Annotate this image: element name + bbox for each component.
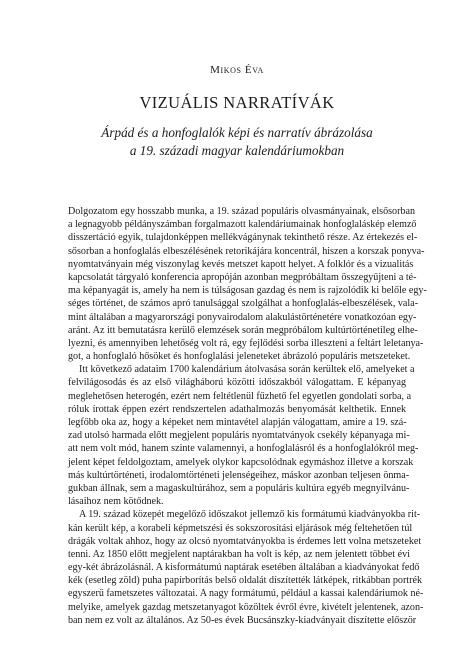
text-line: melyike, amelyek gazdag metszetanyagot közöltek évről évre, kivételt jelentenek, azon- [68, 601, 424, 613]
paragraph [68, 205, 427, 363]
article-title: VIZUÁLIS NARRATÍVÁK [139, 93, 335, 112]
subtitle-line: a 19. századi magyar kalendáriumokban [129, 143, 345, 158]
text-line: lyezni, és amennyiben lehetőség volt rá, egy fejlődési sorba illeszteni a feltárt leletanya- [68, 337, 424, 349]
text-line: egy-két ábrázolásnál. A kisformátumú naptárak esetében általában a kiadványokat fedő [68, 562, 420, 574]
text-line: kék (esetleg zöld) puha papírborítás belső oldalát díszítették látképek, ritkábban portrék [68, 575, 423, 587]
text-line: aránt. Az itt bemutatásra kerülő elemzések során megpróbálom kultúrtörténetileg elhe- [68, 324, 418, 336]
article-subtitle [0, 124, 474, 160]
text-line: nyomtatványain még viszonylag kevés metszet kapott helyet. A folklór és a vizualitás [68, 258, 414, 270]
paragraph [68, 508, 424, 627]
text-line: A 19. század közepét megelőző időszakot jellemző kis formátumú kiadványokba rit- [79, 509, 421, 521]
text-line: jelent képet feldolgoztam, amelyek olykor kapcsolódnak egymáshoz illetve a korszak [68, 456, 414, 468]
text-line: drágák voltak ahhoz, hogy az olcsó nyomtatványokba is érdemes lett volna metszeteket [68, 535, 422, 547]
paragraph [68, 363, 419, 508]
text-line: ban nem ez volt az általános. Az 50-es évek Bucsánszky-kiadványait díszítette először [68, 614, 417, 626]
text-line: a legnagyobb példányszámban forgalmazott kalendáriumainak honfoglaláskép elemző [68, 219, 417, 231]
text-line: felvilágosodás és az első világháború közötti időszakból válogattam. E képanyag [68, 377, 406, 389]
text-line: ma képanyagát is, amely ha nem is túlságosan gazdag és nem is rajzolódik ki belőle egy- [68, 285, 427, 297]
author-name: Mikos Éva [210, 64, 264, 76]
text-line: Itt következő adataim 1700 kalendárium átolvasása során kerültek elő, amelyeket a [79, 364, 415, 376]
text-line: got, a honfoglaló hősöket és honfoglalási jeleneteket ábrázoló populáris metszeteket. [68, 351, 411, 363]
text-line: kapcsolatát tárgyaló konferencia apropóján azonban megpróbáltam összegyűjteni a té- [68, 271, 417, 283]
text-line: gukban állnak, sem a magaskultúrához, sem a populáris kultúra egyéb megnyilvánu- [68, 482, 410, 494]
text-line: kán került kép, a korabeli képmetszési és sokszorosítási eljárások még feltehetően túl [68, 522, 413, 534]
text-line: egyszerű fametszetes változatai. A nagy formátumú, például a kassai kalendáriumok né- [68, 588, 424, 600]
text-line: disszertáció egyik, tulajdonképpen mellékvágánynak tekinthető része. Az értekezés el- [68, 232, 418, 244]
text-line: legfőbb oka az, hogy a képeket nem mintavétel alapján válogattam, amire a 19. szá- [68, 417, 407, 428]
body-text [68, 205, 427, 627]
text-line: meglehetősen heterogén, ezért nem feltétlenül fűzhető fel egyetlen gondolati sorba, a [68, 390, 412, 402]
text-line: zad utolsó harmada előtt megjelent populáris nyomtatványok csekély képanyaga mi- [68, 430, 410, 442]
text-line: Dolgozatom egy hosszabb munka, a 19. század populáris olvasmányainak, elsősorban [68, 206, 416, 217]
text-line: sősorban a honfoglalás elbeszélésének retorikájára koncentrál, hiszen a korszak ponyva- [68, 245, 425, 257]
text-line: róluk írottak éppen ezért rendszertelen adathalmozás benyomását kelthetik. Ennek [68, 403, 406, 415]
text-line: más kultúrtörténeti, irodalomtörténeti jelenségeihez, máskor azonban teljesen önma- [68, 469, 410, 481]
text-line: mint általában a magyarországi ponyvairodalom alakulástörténetére vonatkozóan egy- [68, 311, 417, 323]
text-line: lásaihoz nem kötődnek. [68, 496, 164, 508]
text-line: séges történet, de számos apró tanulsággal szolgálhat a honfoglalás-elbeszélések, vala- [68, 298, 419, 310]
subtitle-line: Árpád és a honfoglalók képi és narratív ábrázolása [101, 125, 373, 140]
text-line: tenni. Az 1850 előtt megjelent naptárakban ha volt is kép, az nem jelentett többet évi [68, 548, 410, 560]
text-line: att nem volt mód, hanem szinte valamennyi, a honfoglalásról és a honfoglalókról meg- [68, 443, 419, 455]
